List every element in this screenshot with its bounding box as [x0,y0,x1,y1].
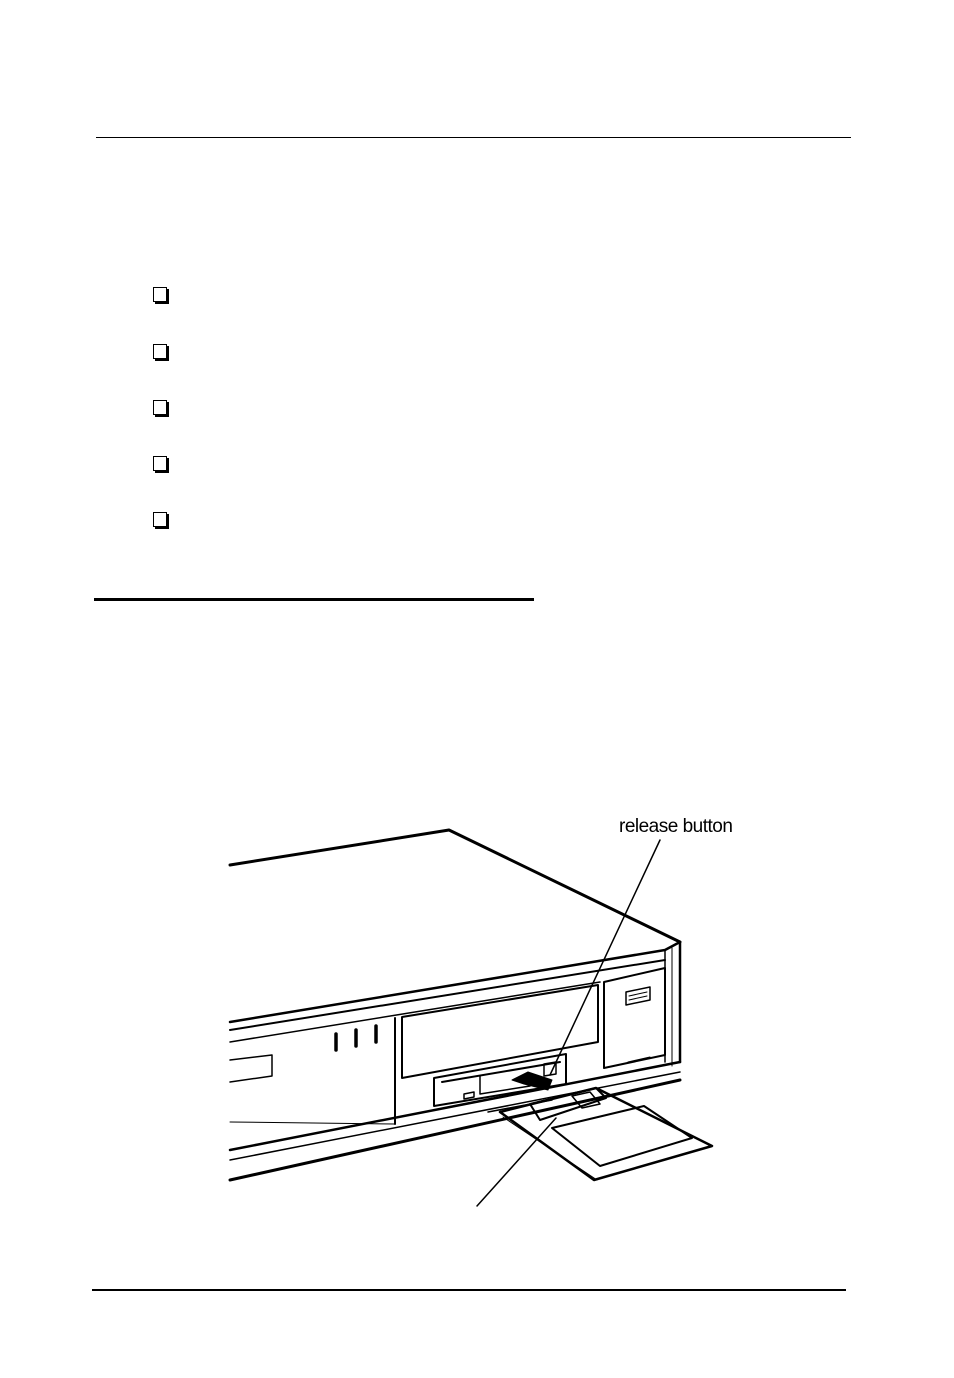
release-button-label: release button [619,816,733,837]
footer-rule [92,1289,846,1291]
diskette-icon [500,1088,712,1180]
diskette-leader-line [477,1118,556,1206]
computer-case-icon [230,830,680,1180]
